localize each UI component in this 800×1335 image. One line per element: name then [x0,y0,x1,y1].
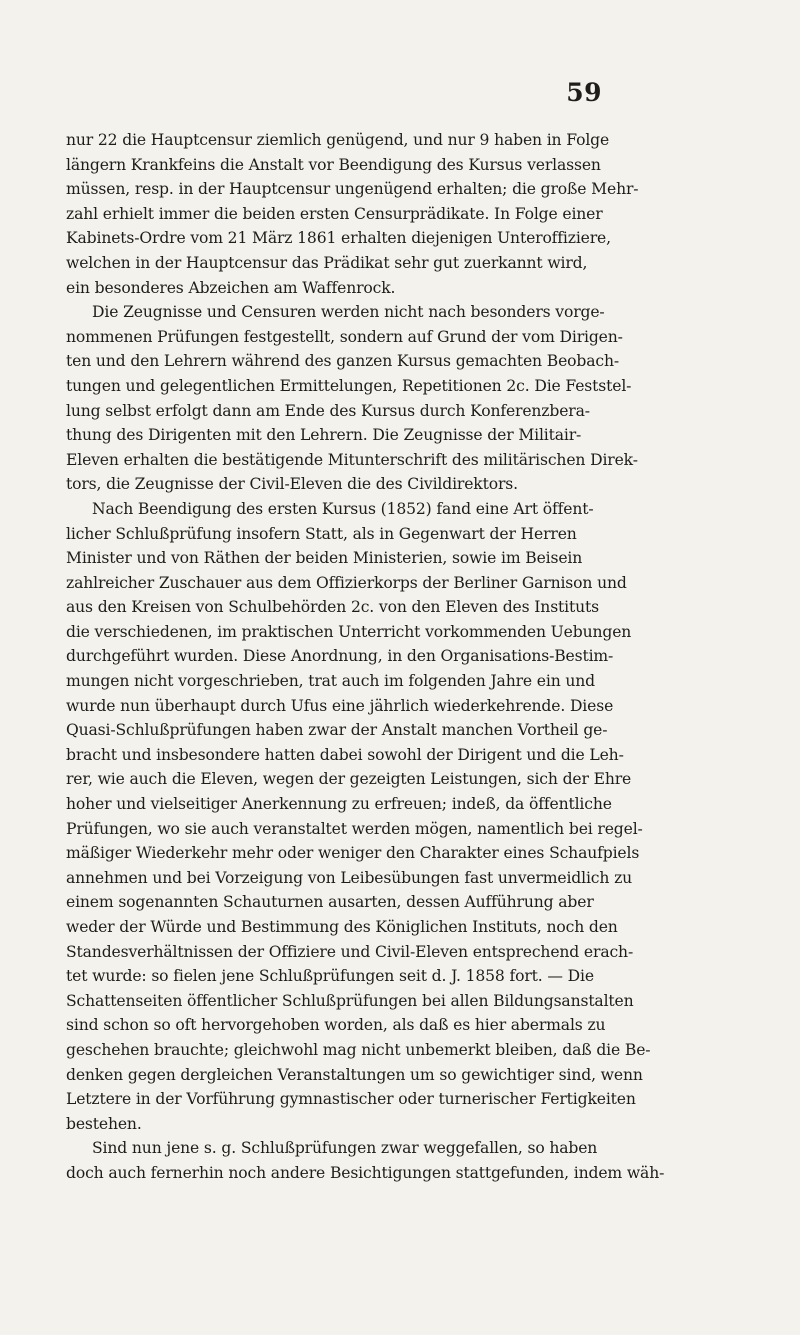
text-line: Standesverhältnissen der Offiziere und Civil-Eleven entsprechend erach- [66,942,634,961]
text-line: einem sogenannten Schauturnen ausarten, dessen Aufführung aber [66,893,594,912]
text-line: wurde nun überhaupt durch Ufus eine jährlich wiederkehrende. Diese [66,696,614,715]
text-line: Kabinets-Ordre vom 21 März 1861 erhalten diejenigen Unteroffiziere, [66,229,611,248]
text-line: müssen, resp. in der Hauptcensur ungenügend erhalten; die große Mehr- [66,180,639,199]
text-line: denken gegen dergleichen Veranstaltungen um so gewichtiger sind, wenn [66,1065,643,1084]
text-line: Minister und von Räthen der beiden Ministerien, sowie im Beisein [66,549,583,568]
text-line: längern Krankfeins die Anstalt vor Beendigung des Kursus verlassen [66,155,601,174]
text-line: Quasi-Schlußprüfungen haben zwar der Anstalt manchen Vortheil ge- [66,721,608,740]
text-line: hoher und vielseitiger Anerkennung zu erfreuen; indeß, da öffentliche [66,795,612,814]
text-line: tungen und gelegentlichen Ermittelungen, Repetitionen 2c. Die Feststel- [66,376,632,395]
text-line: ein besonderes Abzeichen am Waffenrock. [66,278,396,297]
text-line: geschehen brauchte; gleichwohl mag nicht unbemerkt bleiben, daß die Be- [66,1040,651,1059]
text-line: Schattenseiten öffentlicher Schlußprüfungen bei allen Bildungsanstalten [66,991,634,1010]
text-line: mungen nicht vorgeschrieben, trat auch im folgenden Jahre ein und [66,672,596,691]
text-line: sind schon so oft hervorgehoben worden, als daß es hier abermals zu [66,1016,606,1035]
text-line: tet wurde: so fielen jene Schlußprüfungen seit d. J. 1858 fort. — Die [66,967,594,986]
text-line: lung selbst erfolgt dann am Ende des Kursus durch Konferenzbera- [66,401,590,420]
text-line: welchen in der Hauptcensur das Prädikat sehr gut zuerkannt wird, [66,253,588,272]
text-line: mäßiger Wiederkehr mehr oder weniger den Charakter eines Schaufpiels [66,844,640,863]
body-text [66,128,706,1186]
text-line: die verschiedenen, im praktischen Unterricht vorkommenden Uebungen [66,622,632,641]
page-number: 59 [566,78,602,107]
text-line: Nach Beendigung des ersten Kursus (1852) fand eine Art öffent- [92,499,594,518]
text-line: Prüfungen, wo sie auch veranstaltet werden mögen, namentlich bei regel- [66,819,643,838]
text-line: Die Zeugnisse und Censuren werden nicht nach besonders vorge- [92,303,605,322]
text-line: annehmen und bei Vorzeigung von Leibesübungen fast unvermeidlich zu [66,868,633,887]
text-line: Eleven erhalten die bestätigende Mitunterschrift des militärischen Direk- [66,450,638,469]
text-line: Letztere in der Vorführung gymnastischer oder turnerischer Fertigkeiten [66,1090,636,1109]
text-line: nur 22 die Hauptcensur ziemlich genügend, und nur 9 haben in Folge [66,131,610,149]
text-line: aus den Kreisen von Schulbehörden 2c. von den Eleven des Instituts [66,598,599,617]
text-line: weder der Würde und Bestimmung des Königlichen Instituts, noch den [66,918,618,936]
text-line: thung des Dirigenten mit den Lehrern. Die Zeugnisse der Militair- [66,426,582,445]
text-line: rer, wie auch die Eleven, wegen der gezeigten Leistungen, sich der Ehre [66,770,632,789]
text-line: ten und den Lehrern während des ganzen Kursus gemachten Beobach- [66,352,619,371]
text-line: zahl erhielt immer die beiden ersten Censurprädikate. In Folge einer [66,204,603,223]
text-line: bestehen. [66,1114,142,1133]
text-line: zahlreicher Zuschauer aus dem Offizierkorps der Berliner Garnison und [66,573,627,592]
text-line: bracht und insbesondere hatten dabei sowohl der Dirigent und die Leh- [66,745,624,764]
text-line: doch auch fernerhin noch andere Besichtigungen stattgefunden, indem wäh- [66,1163,665,1182]
text-line: Sind nun jene s. g. Schlußprüfungen zwar weggefallen, so haben [92,1139,598,1158]
text-line: durchgeführt wurden. Diese Anordnung, in den Organisations-Bestim- [66,647,614,666]
text-line: tors, die Zeugnisse der Civil-Eleven die des Civildirektors. [66,475,518,494]
text-line: licher Schlußprüfung insofern Statt, als in Gegenwart der Herren [66,524,577,543]
text-line: nommenen Prüfungen festgestellt, sondern auf Grund der vom Dirigen- [66,327,623,346]
